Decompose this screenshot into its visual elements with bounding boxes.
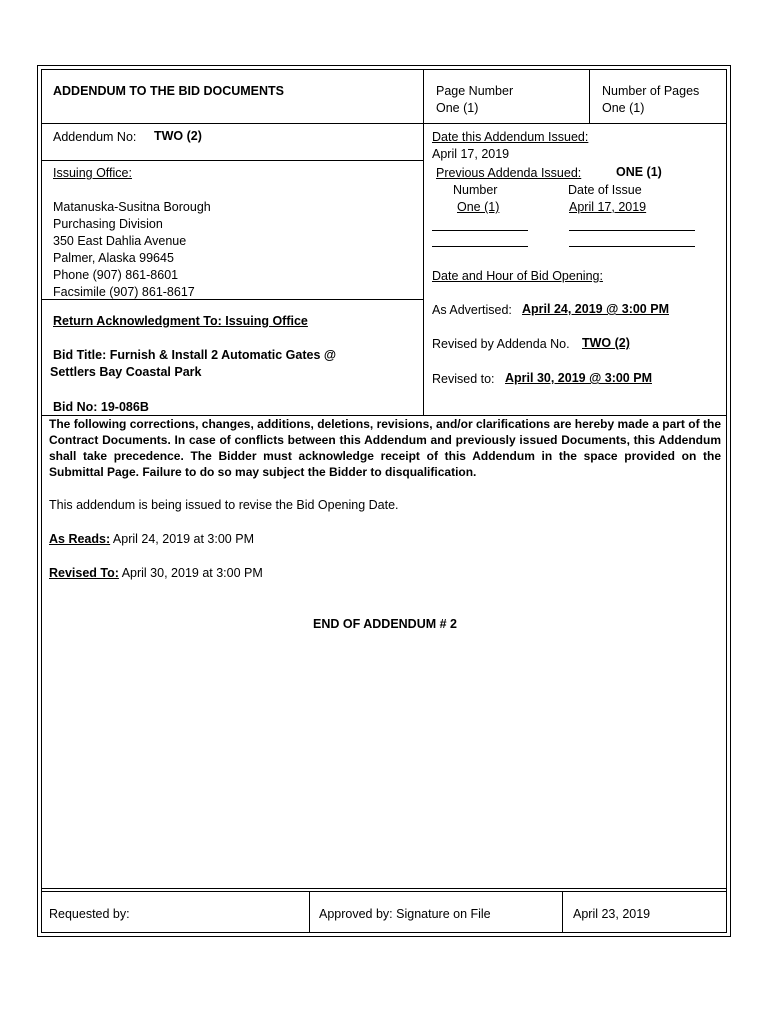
page-number-label: Page Number — [436, 84, 514, 98]
addendum-no-value: TWO (2) — [154, 129, 202, 143]
bid-title-line1: Bid Title: Furnish & Install 2 Automatic Gates @ — [53, 348, 337, 362]
office-fax: Facsimile (907) 861-8617 — [53, 285, 195, 299]
bid-title-line2: Settlers Bay Coastal Park — [50, 365, 202, 379]
previous-number: One (1) — [457, 200, 500, 214]
as-reads-label: As Reads: — [49, 532, 111, 546]
bid-opening-label: Date and Hour of Bid Opening: — [432, 269, 603, 283]
previous-date-header: Date of Issue — [568, 183, 642, 197]
blank-line — [432, 230, 528, 231]
office-phone: Phone (907) 861-8601 — [53, 268, 179, 282]
office-line: Purchasing Division — [53, 217, 163, 231]
bid-number: Bid No: 19-086B — [53, 400, 149, 414]
blank-line — [432, 246, 528, 247]
header-row-divider — [41, 123, 727, 124]
revised-to-line — [49, 565, 263, 582]
notice-paragraph: The following corrections, changes, additions, deletions, revisions, and/or clarifications are hereby made a part of the Contract Documents. In case of conflicts between this Addendum and previously issued Documents, this Addendum shall take precedence. The Bidder must acknowledge receipt of this Addendum in the space provided on the Submittal Page. Failure to do so may subject the Bidder to disqualification. — [49, 417, 721, 479]
revised-by-value: TWO (2) — [582, 336, 630, 350]
footer-date: April 23, 2019 — [573, 907, 651, 921]
addendum-row-divider — [41, 160, 423, 161]
footer-divider — [309, 891, 310, 933]
footer-divider — [562, 891, 563, 933]
page-number-value: One (1) — [436, 101, 479, 115]
date-issued-label: Date this Addendum Issued: — [432, 130, 589, 144]
as-reads-value: April 24, 2019 at 3:00 PM — [110, 532, 254, 546]
office-line: Palmer, Alaska 99645 — [53, 251, 174, 265]
intro-text: This addendum is being issued to revise the Bid Opening Date. — [49, 498, 399, 512]
revised-to-label: Revised to: — [432, 372, 495, 386]
office-line: 350 East Dahlia Avenue — [53, 234, 187, 248]
blank-line — [569, 230, 695, 231]
header-vertical-divider — [423, 69, 424, 415]
revised-by-label: Revised by Addenda No. — [432, 337, 570, 351]
num-pages-label: Number of Pages — [602, 84, 700, 98]
end-of-addendum: END OF ADDENDUM # 2 — [313, 617, 457, 631]
advertised-label: As Advertised: — [432, 303, 512, 317]
page-count-divider — [589, 69, 590, 123]
previous-number-header: Number — [453, 183, 498, 197]
return-acknowledgment: Return Acknowledgment To: Issuing Office — [53, 314, 308, 328]
office-line: Matanuska-Susitna Borough — [53, 200, 211, 214]
footer-top-border-inner — [41, 891, 727, 892]
revised-to-body-value: April 30, 2019 at 3:00 PM — [118, 566, 263, 580]
previous-date: April 17, 2019 — [569, 200, 647, 214]
num-pages-value: One (1) — [602, 101, 645, 115]
revised-to-value: April 30, 2019 @ 3:00 PM — [505, 371, 652, 385]
requested-by: Requested by: — [49, 907, 130, 921]
footer-top-border — [41, 888, 727, 889]
blank-line — [569, 246, 695, 247]
addendum-no-label: Addendum No: — [53, 130, 137, 144]
as-reads-line — [49, 531, 254, 548]
approved-by: Approved by: Signature on File — [319, 907, 491, 921]
previous-addenda-value: ONE (1) — [616, 165, 662, 179]
advertised-value: April 24, 2019 @ 3:00 PM — [522, 302, 669, 316]
previous-addenda-label: Previous Addenda Issued: — [436, 166, 582, 180]
document-title: ADDENDUM TO THE BID DOCUMENTS — [53, 84, 285, 98]
revised-to-body-label: Revised To: — [49, 566, 119, 580]
date-issued-value: April 17, 2019 — [432, 147, 510, 161]
issuing-office-label: Issuing Office: — [53, 166, 132, 180]
